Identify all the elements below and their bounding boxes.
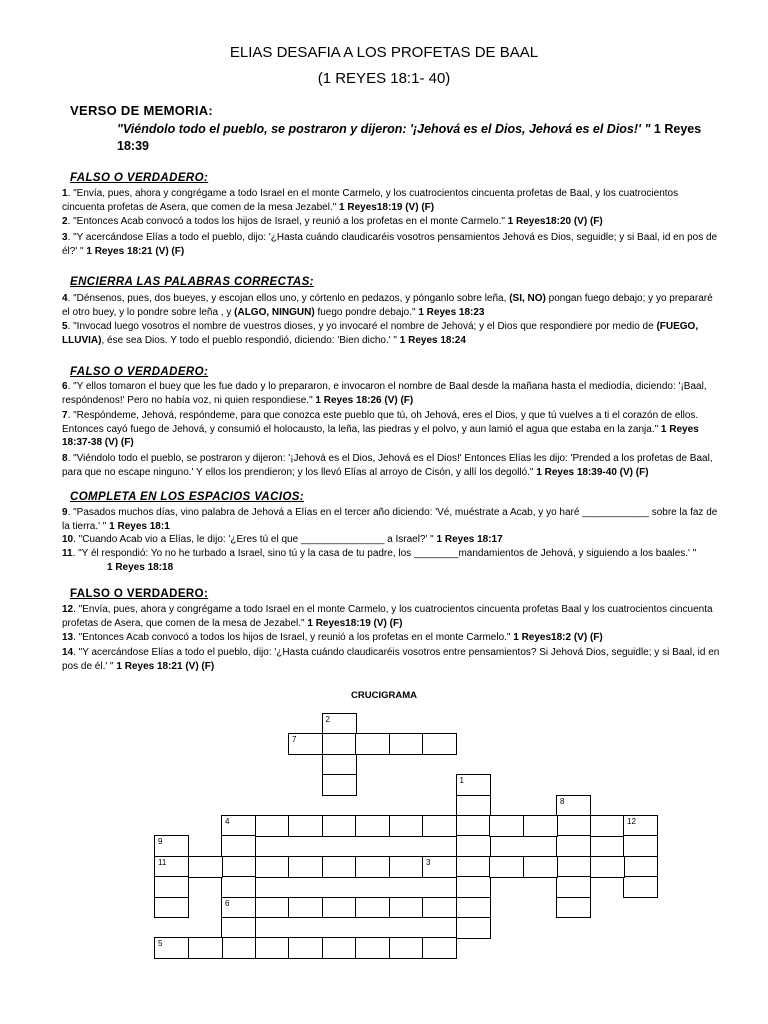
page-subtitle: (1 REYES 18:1- 40) xyxy=(317,70,451,87)
crossword-cell xyxy=(355,815,390,837)
crossword-cell xyxy=(389,856,424,878)
crossword-cell xyxy=(322,713,357,735)
crossword-cell xyxy=(154,856,189,878)
question-3: 3. "Y acercándose Elías a todo el pueblo, dijo: '¿Hasta cuándo claudicaréis vosotros pensamientos Jehová es Dios, seguidle; y si Baal, id en pos de él?' " 1 Reyes 18:21 (V) (F) xyxy=(62,232,718,257)
question-10: 10. "Cuando Acab vio a Elías, le dijo: '¿Eres tú el que _______________ a Israel?' " 1 Reyes 18:17 xyxy=(62,534,503,545)
section-heading-3: FALSO O VERDADERO: xyxy=(70,366,209,378)
crossword-cell xyxy=(322,774,357,796)
crossword-cell xyxy=(154,897,189,919)
crossword-cell xyxy=(489,815,524,837)
crossword-cell xyxy=(288,733,323,755)
crossword-cell xyxy=(556,835,591,857)
crossword-cell xyxy=(221,815,256,837)
crossword-cell xyxy=(221,917,256,939)
crossword-cell xyxy=(355,733,390,755)
crossword-cell xyxy=(556,856,591,878)
crossword-cell xyxy=(590,856,625,878)
section-heading-2: ENCIERRA LAS PALABRAS CORRECTAS: xyxy=(70,276,314,288)
crossword-clue-number: 11 xyxy=(158,857,167,867)
crossword-cell xyxy=(556,876,591,898)
crossword-clue-number: 4 xyxy=(225,817,230,826)
crossword-cell xyxy=(322,754,357,776)
crossword-cell xyxy=(556,897,591,919)
crossword-cell xyxy=(322,856,357,878)
crossword-clue-number: 7 xyxy=(292,735,297,745)
question-8: 8. "Viéndolo todo el pueblo, se postraron y dijeron: '¡Jehová es el Dios, Jehová es el Dios!' Entonces Elías les dijo: 'Prended a los profetas de Baal, para que no escape ninguno.' Y ellos los prendieron; y los llevó Elías al arroyo de Cisón, y allí los degolló." 1 Reyes 18:39-40 (V) (F) xyxy=(62,453,713,478)
crossword-cell xyxy=(456,774,491,796)
crossword-cell xyxy=(523,856,558,878)
crossword-cell xyxy=(422,733,457,755)
crossword-cell xyxy=(221,937,256,959)
crossword-cell xyxy=(456,815,491,837)
crossword-cell xyxy=(288,815,323,837)
crossword-cell xyxy=(556,795,591,817)
crossword-cell xyxy=(221,897,256,919)
crossword-cell xyxy=(322,897,357,919)
crossword-cell xyxy=(154,937,189,959)
crossword-cell xyxy=(288,897,323,919)
crossword-clue-number: 1 xyxy=(459,776,464,786)
crossword-cell xyxy=(389,897,424,919)
crossword-clue-number: 12 xyxy=(627,817,636,826)
crossword-cell xyxy=(322,733,357,755)
crossword-cell xyxy=(422,815,457,837)
crossword-cell xyxy=(389,733,424,755)
crossword-cell xyxy=(623,876,658,898)
section-heading-5: FALSO O VERDADERO: xyxy=(70,588,209,600)
question-4: 4. "Dénsenos, pues, dos bueyes, y escojan ellos uno, y córtenlo en pedazos, y pónganlo sobre leña, (SI, NO) pongan fuego debajo; y yo prepararé el otro buey, y lo pondre sobre leña , y (ALGO, NINGUN) fuego pondre debajo." 1 Reyes 18:23 xyxy=(62,293,713,318)
crossword-title: CRUCIGRAMA xyxy=(351,690,417,701)
crossword-cell xyxy=(489,856,524,878)
crossword-cell xyxy=(221,856,256,878)
memory-quote: "Viéndolo todo el pueblo, se postraron y dijeron: '¡Jehová es el Dios, Jehová es el Dios!' " xyxy=(117,122,651,136)
memory-ref: 1 Reyes 18:39 xyxy=(117,122,702,153)
crossword-clue-number: 8 xyxy=(560,796,565,806)
crossword-cell xyxy=(288,856,323,878)
crossword-clue-number: 3 xyxy=(426,857,431,867)
question-6: 6. "Y ellos tomaron el buey que les fue dado y lo prepararon, e invocaron el nombre de Baal desde la mañana hasta el mediodía, diciendo: '¡Baal, respóndenos!' Pero no había voz, ni quien respondiese." 1 Reyes 18:26 (V) (F) xyxy=(62,381,707,406)
question-9: 9. "Pasados muchos días, vino palabra de Jehová a Elías en el tercer año diciendo: 'Vé, muéstrate a Acab, y yo haré ____________ sobre la faz de la tierra.' " 1 Reyes 18:1 xyxy=(62,507,718,532)
crossword-cell xyxy=(389,937,424,959)
crossword-cell xyxy=(255,937,290,959)
question-14: 14. "Y acercándose Elías a todo el pueblo, dijo: '¿Hasta cuándo claudicaréis vosotros entre pensamientos? Si Jehová Dios, seguidle; y si Baal, id en pos de él.' " 1 Reyes 18:21 (V) (F) xyxy=(62,647,720,672)
crossword-cell xyxy=(188,937,223,959)
crossword-cell xyxy=(389,815,424,837)
crossword-cell xyxy=(456,795,491,817)
crossword-cell xyxy=(623,856,658,878)
crossword-cell xyxy=(556,815,591,837)
crossword-cell xyxy=(623,815,658,837)
crossword-cell xyxy=(422,856,457,878)
section-heading-4: COMPLETA EN LOS ESPACIOS VACIOS: xyxy=(70,491,305,503)
crossword-cell xyxy=(422,897,457,919)
crossword-cell xyxy=(255,856,290,878)
crossword-cell xyxy=(422,937,457,959)
crossword-cell xyxy=(590,815,625,837)
question-11: 11. "Y él respondió: Yo no he turbado a Israel, sino tú y la casa de tu padre, los ________mandamientos de Jehová, y siguiendo a los baales.' " 1 Reyes 18:18 xyxy=(62,548,697,573)
crossword-cell xyxy=(523,815,558,837)
crossword-cell xyxy=(154,835,189,857)
crossword-clue-number: 6 xyxy=(225,898,230,908)
page-title: ELIAS DESAFIA A LOS PROFETAS DE BAAL xyxy=(229,44,539,61)
crossword-cell xyxy=(456,876,491,898)
question-13: 13. "Entonces Acab convocó a todos los hijos de Israel, y reunió a los profetas en el monte Carmelo." 1 Reyes18:2 (V) (F) xyxy=(62,632,603,643)
crossword-cell xyxy=(456,917,491,939)
crossword-cell xyxy=(456,835,491,857)
question-7: 7. "Respóndeme, Jehová, respóndeme, para que conozca este pueblo que tú, oh Jehová, eres el Dios, y que tú vuelves a ti el corazón de ellos. Entonces cayó fuego de Jehová, y consumió el holocausto, la leña, las piedras y el polvo, y aun lamió el agua que estaba en la zanja." 1 Reyes 18:37-38 (V) (F) xyxy=(62,410,699,448)
crossword-cell xyxy=(322,937,357,959)
crossword-cell xyxy=(355,856,390,878)
crossword-cell xyxy=(154,876,189,898)
crossword-cell xyxy=(221,835,256,857)
section-heading-1: FALSO O VERDADERO: xyxy=(70,172,209,184)
crossword-cell xyxy=(322,815,357,837)
crossword-cell xyxy=(623,835,658,857)
crossword-cell xyxy=(188,856,223,878)
question-5: 5. "Invocad luego vosotros el nombre de vuestros dioses, y yo invocaré el nombre de Jehová; y el Dios que respondiere por medio de (FUEGO, LLUVIA), ése sea Dios. Y todo el pueblo respondió, diciendo: 'Bien dicho.' " 1 Reyes 18:24 xyxy=(62,321,699,346)
crossword-clue-number: 9 xyxy=(158,837,163,847)
crossword-cell xyxy=(255,897,290,919)
question-12: 12. "Envía, pues, ahora y congrégame a todo Israel en el monte Carmelo, y los cuatrocientos cincuenta profetas Baal y los cuatrocientos cincuenta profetas de Asera, que comen de la mesa de Jezabel." 1 Reyes18:19 (V) (F) xyxy=(62,604,713,629)
crossword-cell xyxy=(221,876,256,898)
crossword-cell xyxy=(355,937,390,959)
crossword-cell xyxy=(456,856,491,878)
crossword-clue-number: 5 xyxy=(158,939,163,949)
crossword-cell xyxy=(255,815,290,837)
question-2: 2. "Entonces Acab convocó a todos los hijos de Israel, y reunió a los profetas en el monte Carmelo." 1 Reyes18:20 (V) (F) xyxy=(62,216,603,227)
crossword-cell xyxy=(288,937,323,959)
crossword-clue-number: 2 xyxy=(325,715,330,724)
memory-heading: VERSO DE MEMORIA: xyxy=(70,103,214,118)
crossword-cell xyxy=(355,897,390,919)
crossword-cell xyxy=(456,897,491,919)
question-1: 1. "Envía, pues, ahora y congrégame a todo Israel en el monte Carmelo, y los cuatrocientos cincuenta profetas de Baal, y los cuatrocientos cincuenta profetas de Asera, que comen de la mesa Jezabel." 1 Reyes18:19 (V) (F) xyxy=(62,188,679,213)
